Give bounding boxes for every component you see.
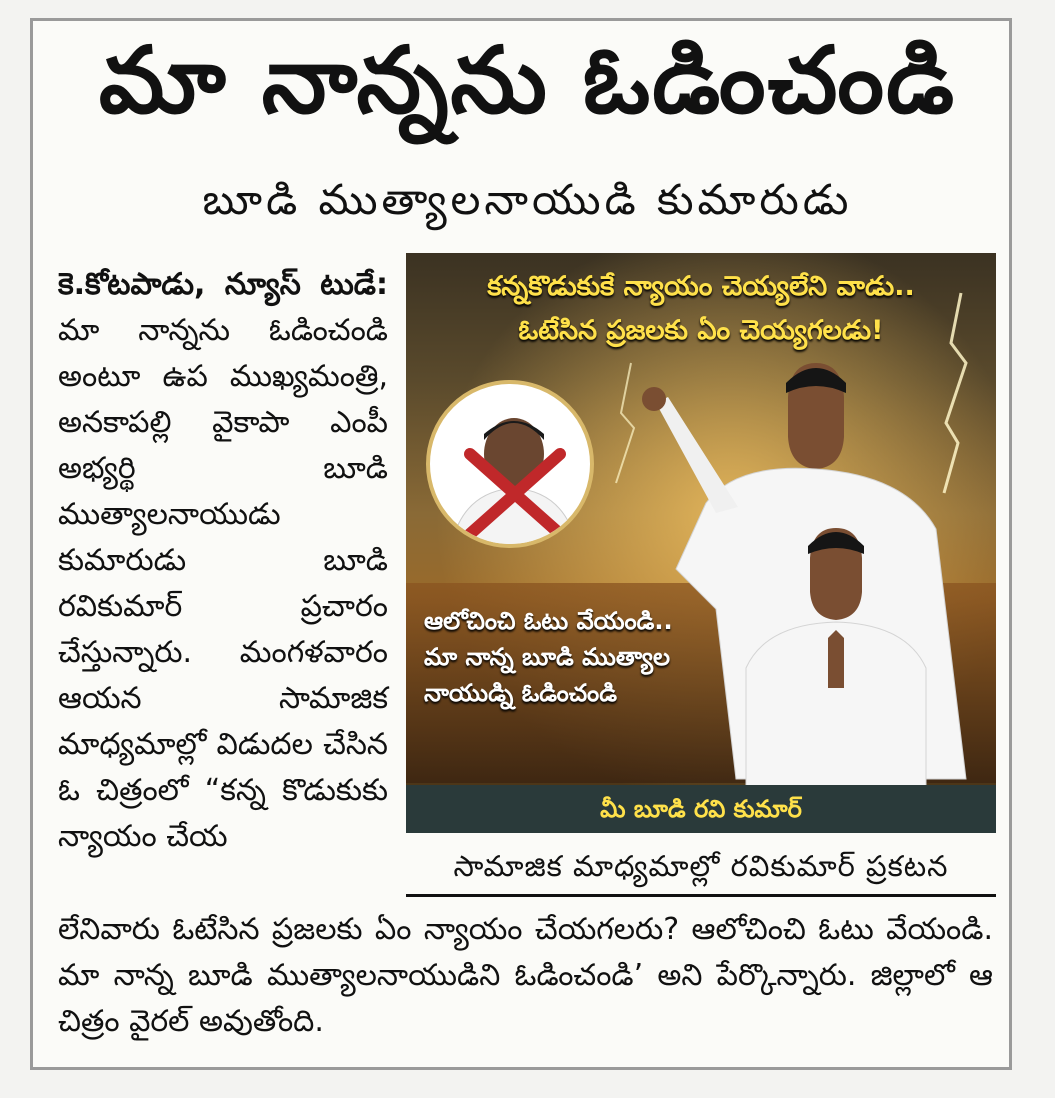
poster-signature: మీ బూడి రవి కుమార్ [406,785,996,833]
poster-appeal-line: నాయుడ్ని ఓడించండి [424,679,617,707]
poster-appeal-line: మా నాన్న బూడి ముత్యాల [424,643,671,671]
poster-tagline-line: కన్నకొడుకుకే న్యాయం చెయ్యలేని వాడు.. [487,271,915,302]
campaign-poster-image [406,253,996,833]
poster-tagline [416,265,986,353]
crossed-out-portrait [430,384,594,548]
poster-appeal-line: ఆలోచించి ఓటు వేయండి.. [424,607,673,635]
article-column [58,262,388,860]
article-column-text: మా నాన్నను ఓడించండి అంటూ ఉప ముఖ్యమంత్రి, అనకాపల్లి వైకాపా ఎంపీ అభ్యర్థి బూడి ముత్యాలనాయుడు కుమారుడు బూడి రవికుమార్ ప్రచారం చేస్తున్నారు. మంగళవారం ఆయన సామాజిక మాధ్యమాల్లో విడుదల చేసిన ఓ చిత్రంలో “కన్న కొడుకుకు న్యాయం చేయ [58,313,388,854]
father-portrait [426,380,594,548]
image-caption: సామాజిక మాధ్యమాల్లో రవికుమార్ ప్రకటన [406,846,996,897]
poster-tagline-line: ఓటేసిన ప్రజలకు ఏం చెయ్యగలడు! [518,315,884,346]
poster-appeal-text [424,603,744,711]
headline: మా నాన్నను ఓడించండి [98,27,957,134]
subheadline: బూడి ముత్యాలనాయుడి కుమారుడు [202,175,853,224]
article-full-width-text: లేనివారు ఓటేసిన ప్రజలకు ఏం న్యాయం చేయగలరు? ఆలోచించి ఓటు వేయండి. మా నాన్న బూడి ముత్యాలనాయుడిని ఓడించండి’ అని పేర్కొన్నారు. జిల్లాలో ఆ చిత్రం వైరల్ అవుతోంది. [58,912,993,1039]
dateline: కె.కోటపాడు, న్యూస్ టుడే: [58,267,388,302]
son-greeting-figure [736,528,936,788]
